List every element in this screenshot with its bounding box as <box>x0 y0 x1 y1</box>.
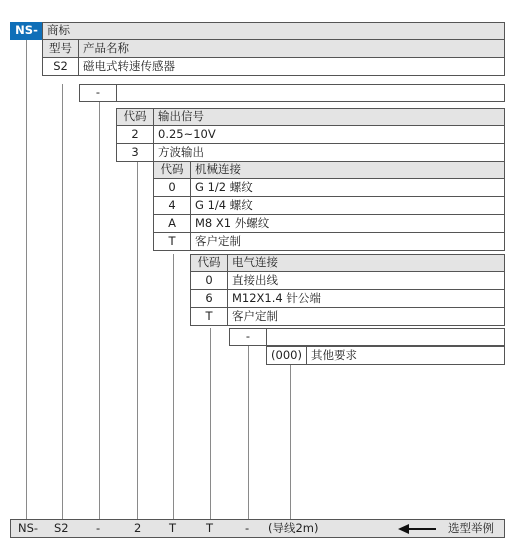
elec-header: 电气连接 <box>227 254 505 272</box>
brand-prefix: NS- <box>10 22 43 40</box>
example-part: NS- <box>18 521 39 535</box>
model-name-header: 产品名称 <box>78 39 505 58</box>
separator-row <box>116 84 505 102</box>
mech-code: T <box>153 232 191 251</box>
connector-line <box>173 254 174 519</box>
output-desc: 方波输出 <box>153 143 505 162</box>
mech-desc: G 1/4 螺纹 <box>190 196 505 215</box>
other-code: (000) <box>266 346 307 365</box>
mech-code-header: 代码 <box>153 161 191 179</box>
mech-desc: M8 X1 外螺纹 <box>190 214 505 233</box>
output-desc: 0.25~10V <box>153 125 505 144</box>
example-part: - <box>245 521 250 535</box>
connector-line <box>290 364 291 519</box>
elec-code: 6 <box>190 289 228 308</box>
elec-code: T <box>190 307 228 326</box>
output-code: 2 <box>116 125 154 144</box>
example-label: 选型举例 <box>448 521 494 535</box>
separator2-cell: - <box>229 328 267 346</box>
mech-desc: 客户定制 <box>190 232 505 251</box>
example-part: (导线2m) <box>268 521 319 535</box>
model-code-header: 型号 <box>42 39 79 58</box>
elec-desc: 直接出线 <box>227 271 505 290</box>
mech-code: A <box>153 214 191 233</box>
example-part: 2 <box>134 521 142 535</box>
connector-line <box>26 38 27 519</box>
elec-code-header: 代码 <box>190 254 228 272</box>
mech-code: 0 <box>153 178 191 197</box>
output-code: 3 <box>116 143 154 162</box>
elec-code: 0 <box>190 271 228 290</box>
connector-line <box>248 346 249 519</box>
connector-line <box>137 156 138 519</box>
output-signal-header: 输出信号 <box>153 108 505 126</box>
elec-desc: 客户定制 <box>227 307 505 326</box>
model-code: S2 <box>42 57 79 76</box>
separator-cell: - <box>79 84 117 102</box>
connector-line <box>99 102 100 519</box>
example-part: - <box>96 521 101 535</box>
mech-code: 4 <box>153 196 191 215</box>
connector-line <box>62 84 63 519</box>
other-desc: 其他要求 <box>306 346 505 365</box>
mech-header: 机械连接 <box>190 161 505 179</box>
connector-line <box>210 328 211 519</box>
separator2-row <box>266 328 505 346</box>
example-part: S2 <box>54 521 69 535</box>
left-arrow-icon <box>398 523 436 535</box>
example-part: T <box>206 521 214 535</box>
brand-label: 商标 <box>42 22 505 40</box>
mech-desc: G 1/2 螺纹 <box>190 178 505 197</box>
example-part: T <box>169 521 177 535</box>
elec-desc: M12X1.4 针公端 <box>227 289 505 308</box>
output-code-header: 代码 <box>116 108 154 126</box>
model-name: 磁电式转速传感器 <box>78 57 505 76</box>
